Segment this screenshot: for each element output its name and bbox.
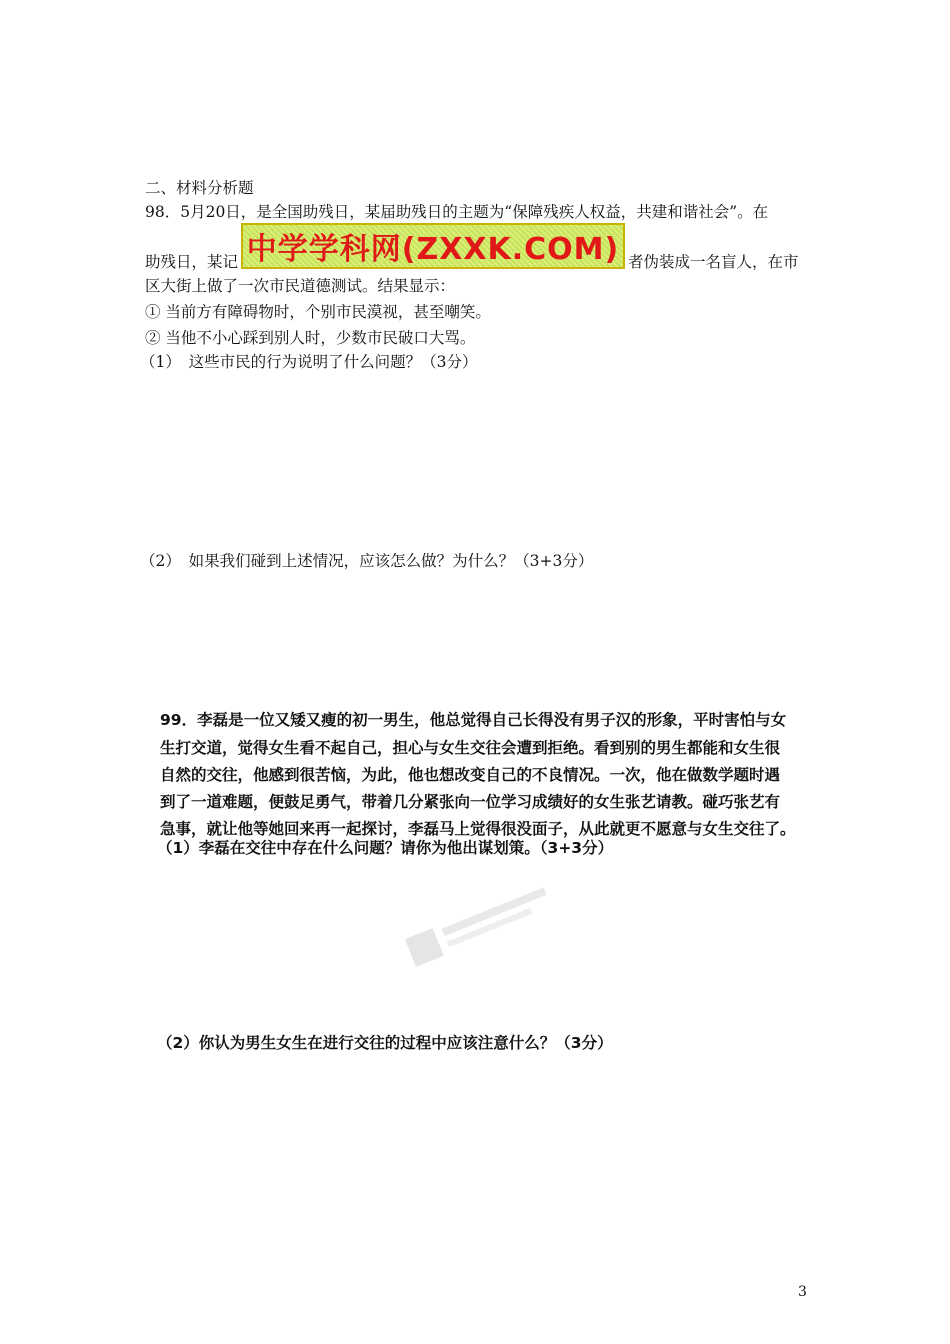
page-number: 3: [798, 1284, 807, 1300]
q99-subquestion-2: （2）你认为男生女生在进行交往的过程中应该注意什么？（3分）: [157, 1034, 613, 1052]
section-title: 二、材料分析题: [145, 179, 254, 197]
q98-subquestion-1: （1） 这些市民的行为说明了什么问题？（3分）: [140, 353, 478, 371]
q99-line-4: 到了一道难题，便鼓足勇气，带着几分紧张向一位学习成绩好的女生张艺请教。碰巧张艺有: [160, 793, 781, 811]
logo-text: 中学学科网(ZXXK.COM): [246, 232, 620, 267]
q98-item-1: ① 当前方有障碍物时，个别市民漠视，甚至嘲笑。: [145, 303, 491, 321]
zxxk-logo-banner: [241, 223, 625, 269]
q99-line-5: 急事，就让他等她回来再一起探讨，李磊马上觉得很没面子，从此就更不愿意与女生交往了。: [160, 820, 796, 838]
q98-line-2-left: 助残日，某记: [145, 253, 239, 271]
q99-line-1: 99．李磊是一位又矮又瘦的初一男生，他总觉得自己长得没有男子汉的形象，平时害怕与女: [160, 711, 787, 729]
q99-line-2: 生打交道，觉得女生看不起自己，担心与女生交往会遭到拒绝。看到别的男生都能和女生很: [160, 739, 781, 757]
q98-item-2: ② 当他不小心踩到别人时，少数市民破口大骂。: [145, 329, 476, 347]
q99-line-3: 自然的交往，他感到很苦恼，为此，他也想改变自己的不良情况。一次，他在做数学题时遇: [160, 766, 781, 784]
q99-subquestion-1: （1）李磊在交往中存在什么问题？请你为他出谋划策。（3+3分）: [157, 839, 614, 857]
q98-subquestion-2: （2） 如果我们碰到上述情况，应该怎么做？为什么？（3+3分）: [140, 552, 594, 570]
q98-line-1: 98．5月20日，是全国助残日，某届助残日的主题为“保障残疾人权益，共建和谐社会”。在: [145, 203, 769, 221]
faint-watermark-icon: [384, 851, 575, 998]
q98-line-2-right: 者伪装成一名盲人，在市: [628, 253, 799, 271]
q98-line-3: 区大街上做了一次市民道德测试。结果显示：: [145, 277, 456, 295]
